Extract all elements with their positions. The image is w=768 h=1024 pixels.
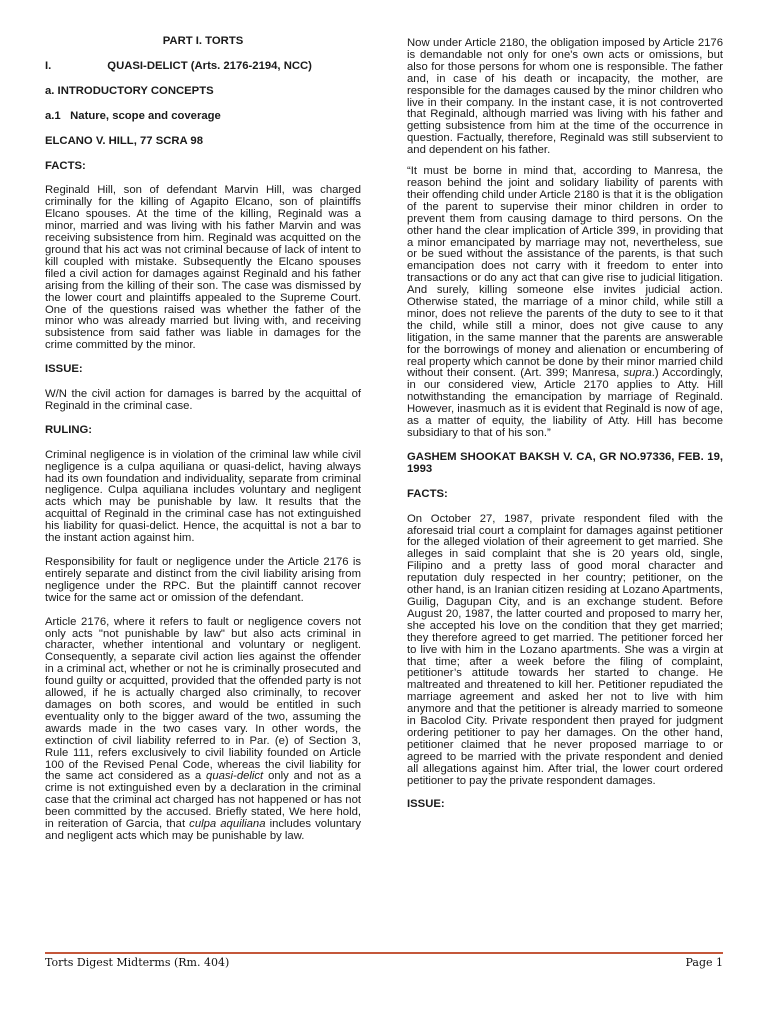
- ruling-paragraph-3: [45, 617, 361, 843]
- subsection-a1-number: a.1: [45, 109, 61, 122]
- manresa-quote: [407, 166, 723, 440]
- ruling-p3-italic-1: quasi-delict: [206, 770, 264, 783]
- facts-label: FACTS:: [45, 159, 86, 172]
- footer-rule: [45, 952, 723, 954]
- subsection-a1-title: Nature, scope and coverage: [70, 109, 221, 122]
- subsection-a1-heading: [45, 111, 361, 123]
- right-column: [407, 36, 723, 811]
- section-number: I.: [45, 59, 52, 72]
- ruling-p3-italic-2: culpa aquiliana: [189, 818, 266, 831]
- issue-label: ISSUE:: [45, 363, 83, 376]
- case-2-facts-paragraph: On October 27, 1987, private respondent filed with the aforesaid trial court a complaint for damages against petitioner for the alleged violation of their agreement to get married. She alleges in said complaint that she is 20 years old, single, Filipino and a pretty lass of good moral character and reputation duly respected in her country; petitioner, on the other hand, is an Iranian citizen residing at Lozano Apartments, Guilig, Dagupan City, and is an exchange student. Before August 20, 1987, the latter courted and proposed to marry her, she accepted his love on the condition that they get married; they therefore agreed to get married. The petitioner forced her to live with him in the Lozano apartments. She was a virgin at that time; after a week before the filing of complaint, petitioner’s attitude towards her started to change. He maltreated and threatened to kill her. Petitioner repudiated the marriage agreement and asked her not to live with him anymore and that the petitioner is already married to someone in Bacolod City. Private respondent then prayed for judgment ordering petitioner to pay her damages. On the other hand, petitioner claimed that he never proposed marriage to or agreed to be married with the private respondent and denied all allegations against him. After trial, the lower court ordered petitioner to pay the private respondent damages.: [407, 512, 723, 787]
- case-2-title: GASHEM SHOOKAT BAKSH V. CA, GR NO.97336, FEB. 19, 1993: [407, 450, 723, 475]
- case-2-facts-label: FACTS:: [407, 487, 448, 500]
- article-2180-paragraph: Now under Article 2180, the obligation imposed by Article 2176 is demandable not only for one's own acts or omissions, but also for those persons for whom one is responsible. The father and, in case of his death or incapacity, the mother, are responsible for the damages caused by the minor children who live in their company. In the instant case, it is not controverted that Reginald, although married was living with his father and getting subsistence from him at the time of the occurrence in question. Factually, therefore, Reginald was still subservient to and dependent on his father.: [407, 37, 723, 157]
- quote-italic: supra: [623, 367, 652, 380]
- quote-text-b: .) Accordingly, in our considered view, Article 2170 applies to Atty. Hill notwithstanding the emancipation by marriage of Reginald. However, inasmuch as it is evident that Reginald is now of age, as a matter of equity, the liability of Atty. Hill has become subsidiary to that of his son.”: [407, 367, 723, 439]
- footer-document-title: Torts Digest Midterms (Rm. 404): [45, 956, 230, 969]
- part-title: PART I. TORTS: [162, 35, 244, 47]
- left-column: [45, 36, 361, 843]
- subsection-a-heading: a. INTRODUCTORY CONCEPTS: [45, 84, 214, 97]
- ruling-paragraph-2: Responsibility for fault or negligence under the Article 2176 is entirely separate and distinct from the civil liability arising from negligence under the RPC. But the plaintiff cannot recover twice for the same act or omission of the defendant.: [45, 556, 361, 604]
- case-title: ELCANO V. HILL, 77 SCRA 98: [45, 134, 203, 147]
- ruling-label: RULING:: [45, 423, 93, 436]
- issue-paragraph: W/N the civil action for damages is barred by the acquittal of Reginald in the criminal case.: [45, 388, 361, 412]
- footer-page-number: Page 1: [685, 956, 723, 969]
- ruling-paragraph-1: Criminal negligence is in violation of the criminal law while civil negligence is a culpa aquiliana or quasi-delict, having always had its own foundation and individuality, separate from criminal negligence. Culpa aquiliana includes voluntary and negligent acts which may be punishable by law. It results that the acquittal of Reginald in the criminal case has not extinguished his liability for quasi-delict. Hence, the acquittal is not a bar to the instant action against him.: [45, 448, 361, 545]
- ruling-p3-text-b: only and not as a crime is not extinguished even by a declaration in the criminal case that the criminal act charged has not happened or has not been committed by the accused. Briefly stated, We here hold, in reiteration of Garcia, that: [45, 770, 361, 831]
- case-2-issue-label: ISSUE:: [407, 798, 445, 811]
- facts-paragraph: Reginald Hill, son of defendant Marvin Hill, was charged criminally for the killing of Agapito Elcano, son of plaintiffs Elcano spouses. At the time of the killing, Reginald was a minor, married and was living with his father Marvin and was receiving subsistence from him. Reginald was acquitted on the ground that his act was not criminal because of lack of intent to kill coupled with mistake. Subsequently the Elcano spouses filed a civil action for damages against Reginald and his father arising from the killing of their son. The case was dismissed by the lower court and plaintiffs appealed to the Supreme Court. One of the questions raised was whether the father of the minor who was already married but living with, and receiving subsistence from said father was liable in damages for the crime committed by the minor.: [45, 184, 361, 352]
- section-heading: [45, 61, 361, 73]
- ruling-p3-text-c: includes voluntary and negligent acts which may be punishable by law.: [45, 818, 361, 842]
- section-title: QUASI-DELICT (Arts. 2176-2194, NCC): [107, 59, 312, 72]
- ruling-p3-text-a: Article 2176, where it refers to fault or negligence covers not only acts "not punishable by law" but also acts criminal in character, whether intentional and voluntary or negligent. Consequently, a separate civil action lies against the offender in a criminal act, whether or not he is criminally prosecuted and found guilty or acquitted, provided that the offended party is not allowed, if he is actually charged also criminally, to recover damages on both scores, and would be entitled in such eventuality only to the bigger award of the two, assuming the awards made in the two cases vary. In other words, the extinction of civil liability referred to in Par. (e) of Section 3, Rule 111, refers exclusively to civil liability founded on Article 100 of the Revised Penal Code, whereas the civil liability for the same act considered as a: [45, 615, 361, 783]
- quote-text-a: “It must be borne in mind that, according to Manresa, the reason behind the joint and solidary liability of parents with their offending child under Article 2180 is that it is the obligation of the parent to supervise their minor children in order to prevent them from causing damage to third persons. On the other hand the clear implication of Article 399, in providing that a minor emancipated by marriage may not, nevertheless, sue or be sued without the assistance of the parents, is that such emancipation does not carry with it freedom to enter into transactions or do any act that can give rise to judicial litigation. And surely, killing someone else invites judicial action. Otherwise stated, the marriage of a minor child, while still a minor, does not relieve the parents of the duty to see to it that the child, while still a minor, does not give cause to any litigation, in the same manner that the parents are answerable for the borrowings of money and alienation or encumbering of real property which cannot be done by their minor married child without their consent. (Art. 399; Manresa,: [407, 165, 723, 380]
